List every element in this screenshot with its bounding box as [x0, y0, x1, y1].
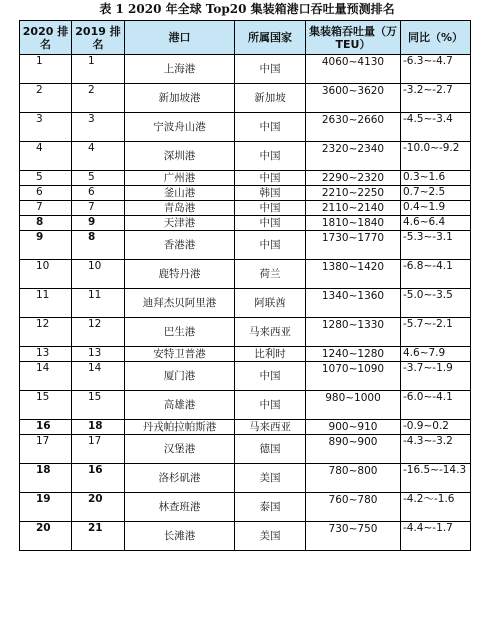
country-cell: 马来西亚 — [235, 420, 306, 435]
port-cell: 洛杉矶港 — [125, 464, 235, 493]
country-cell: 中国 — [235, 231, 306, 260]
rank-2019-cell: 13 — [72, 347, 125, 362]
port-cell: 香港港 — [125, 231, 235, 260]
port-cell: 深圳港 — [125, 142, 235, 171]
throughput-cell: 1380~1420 — [306, 260, 401, 289]
country-cell: 中国 — [235, 142, 306, 171]
throughput-cell: 1730~1770 — [306, 231, 401, 260]
port-cell: 汉堡港 — [125, 435, 235, 464]
yoy-cell: -5.0~-3.5 — [401, 289, 471, 318]
throughput-cell: 760~780 — [306, 493, 401, 522]
yoy-cell: 4.6~6.4 — [401, 216, 471, 231]
rank-2020-cell: 4 — [20, 142, 72, 171]
table-row — [20, 142, 471, 171]
yoy-cell: -4.5~-3.4 — [401, 113, 471, 142]
table-row — [20, 231, 471, 260]
yoy-cell: -5.3~-3.1 — [401, 231, 471, 260]
rank-2019-cell: 2 — [72, 84, 125, 113]
rank-2020-cell: 12 — [20, 318, 72, 347]
port-cell: 釜山港 — [125, 186, 235, 201]
yoy-cell: 0.7~2.5 — [401, 186, 471, 201]
header-rank-2019: 2019 排名 — [72, 21, 125, 55]
yoy-cell: -5.7~-2.1 — [401, 318, 471, 347]
port-cell: 丹戎帕拉帕斯港 — [125, 420, 235, 435]
rank-2019-cell: 1 — [72, 55, 125, 84]
country-cell: 阿联酋 — [235, 289, 306, 318]
country-cell: 德国 — [235, 435, 306, 464]
rank-2020-cell: 7 — [20, 201, 72, 216]
port-cell: 长滩港 — [125, 522, 235, 551]
table-row — [20, 493, 471, 522]
rank-2020-cell: 17 — [20, 435, 72, 464]
rank-2019-cell: 6 — [72, 186, 125, 201]
yoy-cell: -6.0~-4.1 — [401, 391, 471, 420]
rank-2020-cell: 5 — [20, 171, 72, 186]
yoy-cell: 0.3~1.6 — [401, 171, 471, 186]
yoy-cell: -4.4~-1.7 — [401, 522, 471, 551]
yoy-cell: -0.9~0.2 — [401, 420, 471, 435]
country-cell: 马来西亚 — [235, 318, 306, 347]
table-row — [20, 420, 471, 435]
rank-2020-cell: 8 — [20, 216, 72, 231]
throughput-cell: 2110~2140 — [306, 201, 401, 216]
country-cell: 美国 — [235, 522, 306, 551]
rank-2020-cell: 6 — [20, 186, 72, 201]
country-cell: 中国 — [235, 216, 306, 231]
rank-2020-cell: 16 — [20, 420, 72, 435]
rank-2019-cell: 17 — [72, 435, 125, 464]
port-cell: 广州港 — [125, 171, 235, 186]
throughput-cell: 2210~2250 — [306, 186, 401, 201]
throughput-cell: 890~900 — [306, 435, 401, 464]
yoy-cell: -16.5~-14.3 — [401, 464, 471, 493]
table-row — [20, 362, 471, 391]
table-row — [20, 391, 471, 420]
country-cell: 泰国 — [235, 493, 306, 522]
country-cell: 中国 — [235, 55, 306, 84]
table-row — [20, 347, 471, 362]
country-cell: 韩国 — [235, 186, 306, 201]
yoy-cell: -6.8~-4.1 — [401, 260, 471, 289]
table-row — [20, 186, 471, 201]
yoy-cell: 0.4~1.9 — [401, 201, 471, 216]
rank-2019-cell: 12 — [72, 318, 125, 347]
rank-2020-cell: 1 — [20, 55, 72, 84]
port-cell: 林查班港 — [125, 493, 235, 522]
port-cell: 巴生港 — [125, 318, 235, 347]
table-row — [20, 201, 471, 216]
throughput-cell: 2290~2320 — [306, 171, 401, 186]
port-cell: 鹿特丹港 — [125, 260, 235, 289]
port-cell: 安特卫普港 — [125, 347, 235, 362]
country-cell: 中国 — [235, 362, 306, 391]
header-throughput: 集装箱吞吐量（万 TEU） — [306, 21, 401, 55]
country-cell: 中国 — [235, 391, 306, 420]
yoy-cell: -10.0~-9.2 — [401, 142, 471, 171]
rank-2020-cell: 3 — [20, 113, 72, 142]
port-cell: 高雄港 — [125, 391, 235, 420]
rank-2019-cell: 4 — [72, 142, 125, 171]
header-row — [20, 21, 471, 55]
rank-2020-cell: 15 — [20, 391, 72, 420]
country-cell: 中国 — [235, 171, 306, 186]
table-row — [20, 171, 471, 186]
rank-2020-cell: 10 — [20, 260, 72, 289]
country-cell: 新加坡 — [235, 84, 306, 113]
rank-2020-cell: 14 — [20, 362, 72, 391]
yoy-cell: -3.2~-2.7 — [401, 84, 471, 113]
table-row — [20, 260, 471, 289]
throughput-cell: 1340~1360 — [306, 289, 401, 318]
table-row — [20, 216, 471, 231]
throughput-cell: 780~800 — [306, 464, 401, 493]
rank-2019-cell: 5 — [72, 171, 125, 186]
country-cell: 荷兰 — [235, 260, 306, 289]
yoy-cell: 4.6~7.9 — [401, 347, 471, 362]
table-row — [20, 55, 471, 84]
rank-2019-cell: 7 — [72, 201, 125, 216]
header-country: 所属国家 — [235, 21, 306, 55]
rank-2020-cell: 9 — [20, 231, 72, 260]
rank-2019-cell: 15 — [72, 391, 125, 420]
rank-2019-cell: 3 — [72, 113, 125, 142]
header-port: 港口 — [125, 21, 235, 55]
rank-2020-cell: 13 — [20, 347, 72, 362]
table-row — [20, 522, 471, 551]
rank-2020-cell: 20 — [20, 522, 72, 551]
port-cell: 厦门港 — [125, 362, 235, 391]
rank-2019-cell: 9 — [72, 216, 125, 231]
port-cell: 迪拜杰贝阿里港 — [125, 289, 235, 318]
throughput-cell: 1240~1280 — [306, 347, 401, 362]
rank-2019-cell: 11 — [72, 289, 125, 318]
country-cell: 美国 — [235, 464, 306, 493]
table-row — [20, 318, 471, 347]
header-yoy: 同比（%） — [401, 21, 471, 55]
port-cell: 宁波舟山港 — [125, 113, 235, 142]
throughput-cell: 1070~1090 — [306, 362, 401, 391]
yoy-cell: -4.3~-3.2 — [401, 435, 471, 464]
rank-2020-cell: 2 — [20, 84, 72, 113]
rank-2019-cell: 21 — [72, 522, 125, 551]
table-row — [20, 289, 471, 318]
header-rank-2020: 2020 排名 — [20, 21, 72, 55]
table-caption: 表 1 2020 年全球 Top20 集装箱港口吞吐量预测排名 — [99, 2, 395, 16]
throughput-cell: 1810~1840 — [306, 216, 401, 231]
yoy-cell: -4.2～-1.6 — [401, 493, 471, 522]
rank-2019-cell: 20 — [72, 493, 125, 522]
rank-2019-cell: 14 — [72, 362, 125, 391]
country-cell: 中国 — [235, 113, 306, 142]
country-cell: 比利时 — [235, 347, 306, 362]
throughput-cell: 3600~3620 — [306, 84, 401, 113]
rank-2019-cell: 8 — [72, 231, 125, 260]
rank-2019-cell: 18 — [72, 420, 125, 435]
yoy-cell: -6.3~-4.7 — [401, 55, 471, 84]
port-cell: 新加坡港 — [125, 84, 235, 113]
throughput-cell: 2320~2340 — [306, 142, 401, 171]
port-cell: 青岛港 — [125, 201, 235, 216]
rank-2019-cell: 10 — [72, 260, 125, 289]
throughput-cell: 730~750 — [306, 522, 401, 551]
rank-2019-cell: 16 — [72, 464, 125, 493]
port-cell: 上海港 — [125, 55, 235, 84]
table-row — [20, 435, 471, 464]
rank-2020-cell: 11 — [20, 289, 72, 318]
table-row — [20, 113, 471, 142]
throughput-cell: 4060~4130 — [306, 55, 401, 84]
table-row — [20, 84, 471, 113]
table-row — [20, 464, 471, 493]
throughput-cell: 1280~1330 — [306, 318, 401, 347]
rank-2020-cell: 18 — [20, 464, 72, 493]
country-cell: 中国 — [235, 201, 306, 216]
yoy-cell: -3.7~-1.9 — [401, 362, 471, 391]
rank-2020-cell: 19 — [20, 493, 72, 522]
throughput-cell: 2630~2660 — [306, 113, 401, 142]
throughput-cell: 980~1000 — [306, 391, 401, 420]
port-ranking-table — [19, 20, 471, 551]
port-cell: 天津港 — [125, 216, 235, 231]
throughput-cell: 900~910 — [306, 420, 401, 435]
